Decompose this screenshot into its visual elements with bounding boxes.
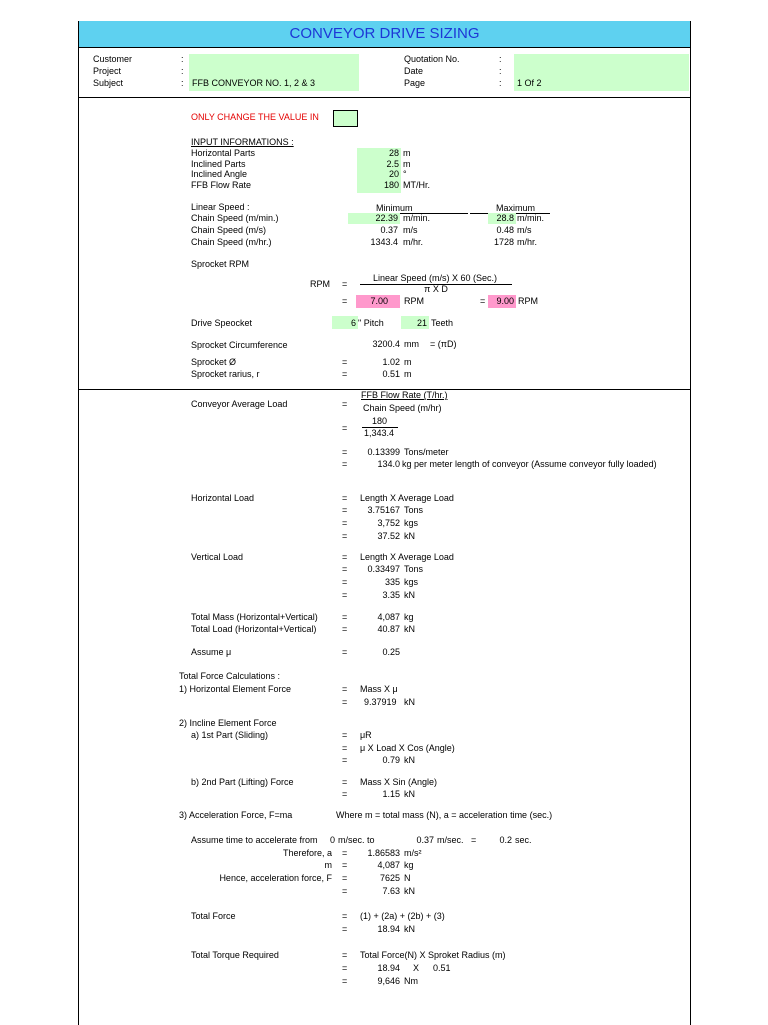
vertical-load-value: 0.33497 bbox=[367, 564, 400, 574]
times: X bbox=[413, 963, 420, 973]
m-value: 4,087 bbox=[377, 860, 400, 870]
horizontal-load-unit: Tons bbox=[404, 505, 424, 515]
total-torque-value: 9,646 bbox=[377, 976, 400, 986]
equals: = bbox=[342, 950, 348, 960]
horizontal-load-value: 3.75167 bbox=[367, 505, 400, 515]
f2a-formula: μ X Load X Cos (Angle) bbox=[360, 743, 455, 753]
avg-denominator-value: 1,343.4 bbox=[364, 428, 395, 438]
equals: = bbox=[342, 279, 348, 289]
avg-numerator-value: 180 bbox=[372, 416, 388, 426]
f2b-label: b) 2nd Part (Lifting) Force bbox=[191, 777, 294, 787]
speed-min-unit: m/s bbox=[403, 225, 418, 235]
input-label: FFB Flow Rate bbox=[191, 180, 252, 190]
speed-max-value: 0.48 bbox=[496, 225, 514, 235]
equals: = bbox=[342, 730, 348, 740]
total-load-value: 40.87 bbox=[377, 624, 400, 634]
drive-sprocket-label: Drive Speocket bbox=[191, 318, 253, 328]
speed-min-value[interactable]: 22.39 bbox=[375, 213, 398, 223]
acc-text: m/sec. to bbox=[338, 835, 375, 845]
total-torque-formula: Total Force(N) X Sproket Radius (m) bbox=[360, 950, 506, 960]
total-force-label: Total Force bbox=[191, 911, 236, 921]
subject-label: Subject bbox=[93, 78, 124, 88]
total-torque-label: Total Torque Required bbox=[191, 950, 279, 960]
equals: = bbox=[342, 963, 348, 973]
f1-formula: Mass X μ bbox=[360, 684, 398, 694]
circ-formula: = (πD) bbox=[430, 339, 457, 349]
equals: = bbox=[342, 624, 348, 634]
inputs-heading: INPUT INFORMATIONS : bbox=[191, 137, 294, 147]
force-heading: Total Force Calculations : bbox=[179, 671, 281, 681]
vertical-load-value: 335 bbox=[384, 577, 400, 587]
vertical-load-formula: Length X Average Load bbox=[360, 552, 454, 562]
input-unit: m bbox=[403, 159, 411, 169]
acc-text: m/sec. bbox=[437, 835, 464, 845]
speed-max-value[interactable]: 28.8 bbox=[496, 213, 514, 223]
avg-unit: kg per meter length of conveyor (Assume conveyor fully loaded) bbox=[402, 459, 657, 469]
teeth-value[interactable]: 21 bbox=[416, 318, 427, 328]
f1-value: 9.37919 bbox=[364, 697, 397, 707]
rpm-numerator: Linear Speed (m/s) X 60 (Sec.) bbox=[372, 273, 498, 283]
page-title: CONVEYOR DRIVE SIZING bbox=[79, 21, 690, 48]
radius-label: Sprocket rarius, r bbox=[191, 369, 260, 379]
rpm-heading: Sprocket RPM bbox=[191, 259, 250, 269]
customer-label: Customer bbox=[93, 54, 133, 64]
speed-min-unit: m/hr. bbox=[403, 237, 424, 247]
subject-value: FFB CONVEYOR NO. 1, 2 & 3 bbox=[192, 78, 316, 88]
torque-force: 18.94 bbox=[377, 963, 400, 973]
equals: = bbox=[342, 423, 348, 433]
radius-unit: m bbox=[404, 369, 412, 379]
equals: = bbox=[342, 518, 348, 528]
speed-max-value: 1728 bbox=[493, 237, 514, 247]
equals: = bbox=[342, 647, 348, 657]
legend-green-box bbox=[333, 110, 358, 127]
speed-heading: Linear Speed : bbox=[191, 202, 250, 212]
colon: : bbox=[181, 54, 184, 64]
mu-value: 0.25 bbox=[382, 647, 400, 657]
torque-radius: 0.51 bbox=[433, 963, 451, 973]
rpm-unit: RPM bbox=[404, 296, 424, 306]
vertical-load-label: Vertical Load bbox=[191, 552, 244, 562]
pitch-value[interactable]: 6 bbox=[350, 318, 356, 328]
horizontal-load-unit: kgs bbox=[404, 518, 419, 528]
rpm-max-value: 9.00 bbox=[496, 296, 514, 306]
equals: = bbox=[342, 612, 348, 622]
avg-value: 0.13399 bbox=[367, 447, 400, 457]
m-unit: kg bbox=[404, 860, 414, 870]
f2a-label: a) 1st Part (Sliding) bbox=[191, 730, 269, 740]
F-value: 7.63 bbox=[382, 886, 400, 896]
acc-from: 0 bbox=[330, 835, 336, 845]
equals: = bbox=[342, 873, 348, 883]
equals: = bbox=[342, 911, 348, 921]
teeth-unit: Teeth bbox=[431, 318, 454, 328]
F-unit: kN bbox=[404, 886, 415, 896]
equals: = bbox=[342, 399, 348, 409]
speed-max-unit: m/hr. bbox=[517, 237, 538, 247]
colon: : bbox=[181, 66, 184, 76]
input-value[interactable]: 28 bbox=[388, 148, 399, 158]
rpm-unit: RPM bbox=[518, 296, 538, 306]
speed-label: Chain Speed (m/min.) bbox=[191, 213, 279, 223]
a-label: Therefore, a bbox=[282, 848, 332, 858]
f2a-value: 0.79 bbox=[382, 755, 400, 765]
dia-label: Sprocket Ø bbox=[191, 357, 237, 367]
F-label: Hence, acceleration force, F bbox=[219, 873, 332, 883]
acc-time: 0.2 bbox=[499, 835, 512, 845]
equals: = bbox=[342, 590, 348, 600]
equals: = bbox=[342, 369, 348, 379]
equals: = bbox=[342, 577, 348, 587]
equals: = bbox=[342, 924, 348, 934]
f2b-value: 1.15 bbox=[382, 789, 400, 799]
rpm-denominator: π X D bbox=[424, 284, 448, 294]
total-mass-unit: kg bbox=[404, 612, 414, 622]
max-heading: Maximum bbox=[496, 203, 536, 213]
f3-note: Where m = total mass (N), a = acceleration time (sec.) bbox=[336, 810, 553, 820]
divider bbox=[79, 97, 690, 98]
speed-min-unit: m/min. bbox=[403, 213, 430, 223]
date-label: Date bbox=[404, 66, 424, 76]
equals: = bbox=[342, 789, 348, 799]
speed-label: Chain Speed (m/s) bbox=[191, 225, 267, 235]
colon: : bbox=[181, 78, 184, 88]
equals: = bbox=[342, 447, 348, 457]
avg-denominator: Chain Speed (m/hr) bbox=[363, 403, 442, 413]
a-value: 1.86583 bbox=[367, 848, 400, 858]
total-force-unit: kN bbox=[404, 924, 415, 934]
speed-max-unit: m/s bbox=[517, 225, 532, 235]
avg-value: 134.0 bbox=[377, 459, 400, 469]
equals: = bbox=[342, 564, 348, 574]
input-value[interactable]: 180 bbox=[383, 180, 399, 190]
speed-min-value: 0.37 bbox=[380, 225, 398, 235]
equals: = bbox=[342, 976, 348, 986]
circ-label: Sprocket Circumference bbox=[191, 340, 288, 350]
vertical-load-unit: Tons bbox=[404, 564, 424, 574]
colon: : bbox=[499, 54, 502, 64]
equals: = bbox=[342, 886, 348, 896]
dia-value: 1.02 bbox=[382, 357, 400, 367]
equals: = bbox=[342, 697, 348, 707]
f2a-unit: kN bbox=[404, 755, 415, 765]
mu-label: Assume μ bbox=[191, 647, 232, 657]
horizontal-load-value: 37.52 bbox=[377, 531, 400, 541]
equals: = bbox=[342, 755, 348, 765]
input-label: Horizontal Parts bbox=[191, 148, 256, 158]
equals: = bbox=[342, 552, 348, 562]
f1-unit: kN bbox=[404, 697, 415, 707]
avg-load-label: Conveyor Average Load bbox=[191, 399, 288, 409]
total-torque-unit: Nm bbox=[404, 976, 418, 986]
input-unit: ° bbox=[403, 169, 407, 179]
total-force-formula: (1) + (2a) + (2b) + (3) bbox=[360, 911, 445, 921]
m-label: m bbox=[324, 860, 332, 870]
input-label: Inclined Angle bbox=[191, 169, 248, 179]
horizontal-load-formula: Length X Average Load bbox=[360, 493, 454, 503]
min-heading: Minimum bbox=[376, 203, 413, 213]
speed-min-value: 1343.4 bbox=[370, 237, 398, 247]
input-value[interactable]: 2.5 bbox=[386, 159, 399, 169]
input-label: Inclined Parts bbox=[191, 159, 246, 169]
equals: = bbox=[342, 848, 348, 858]
input-unit: m bbox=[403, 148, 411, 158]
equals: = bbox=[480, 296, 486, 306]
input-unit: MT/Hr. bbox=[403, 180, 430, 190]
rpm-label: RPM bbox=[310, 279, 330, 289]
total-mass-label: Total Mass (Horizontal+Vertical) bbox=[191, 612, 318, 622]
horizontal-load-label: Horizontal Load bbox=[191, 493, 255, 503]
avg-unit: Tons/meter bbox=[404, 447, 449, 457]
rpm-min-value: 7.00 bbox=[370, 296, 388, 306]
page-label: Page bbox=[404, 78, 426, 88]
horizontal-load-value: 3,752 bbox=[377, 518, 400, 528]
avg-numerator: FFB Flow Rate (T/hr.) bbox=[361, 390, 448, 400]
equals: = bbox=[342, 505, 348, 515]
radius-value: 0.51 bbox=[382, 369, 400, 379]
acc-to: 0.37 bbox=[416, 835, 434, 845]
equals: = bbox=[342, 860, 348, 870]
input-value[interactable]: 20 bbox=[388, 169, 399, 179]
total-mass-value: 4,087 bbox=[377, 612, 400, 622]
acc-text: Assume time to accelerate from bbox=[191, 835, 318, 845]
colon: : bbox=[499, 78, 502, 88]
acc-text: sec. bbox=[515, 835, 532, 845]
equals: = bbox=[342, 459, 348, 469]
dia-unit: m bbox=[404, 357, 412, 367]
vertical-load-value: 3.35 bbox=[382, 590, 400, 600]
pitch-unit: " Pitch bbox=[358, 318, 384, 328]
F-value: 7625 bbox=[379, 873, 400, 883]
f3-label: 3) Acceleration Force, F=ma bbox=[179, 810, 293, 820]
circ-unit: mm bbox=[404, 339, 419, 349]
f2a-formula: μR bbox=[360, 730, 372, 740]
total-load-label: Total Load (Horizontal+Vertical) bbox=[191, 624, 317, 634]
page-value: 1 Of 2 bbox=[517, 78, 542, 88]
equals: = bbox=[342, 743, 348, 753]
colon: : bbox=[499, 66, 502, 76]
speed-label: Chain Speed (m/hr.) bbox=[191, 237, 272, 247]
f2b-unit: kN bbox=[404, 789, 415, 799]
project-label: Project bbox=[93, 66, 122, 76]
f2-label: 2) Incline Element Force bbox=[179, 718, 277, 728]
edit-note: ONLY CHANGE THE VALUE IN bbox=[191, 112, 319, 122]
vertical-load-unit: kN bbox=[404, 590, 415, 600]
equals: = bbox=[342, 777, 348, 787]
equals: = bbox=[342, 493, 348, 503]
a-unit: m/s² bbox=[404, 848, 422, 858]
F-unit: N bbox=[404, 873, 411, 883]
f1-label: 1) Horizontal Element Force bbox=[179, 684, 292, 694]
equals: = bbox=[342, 531, 348, 541]
total-force-value: 18.94 bbox=[377, 924, 400, 934]
total-load-unit: kN bbox=[404, 624, 415, 634]
circ-value: 3200.4 bbox=[372, 339, 400, 349]
equals: = bbox=[471, 835, 477, 845]
vertical-load-unit: kgs bbox=[404, 577, 419, 587]
equals: = bbox=[342, 357, 348, 367]
speed-max-unit: m/min. bbox=[517, 213, 544, 223]
f2b-formula: Mass X Sin (Angle) bbox=[360, 777, 438, 787]
quotation-label: Quotation No. bbox=[404, 54, 460, 64]
equals: = bbox=[342, 684, 348, 694]
horizontal-load-unit: kN bbox=[404, 531, 415, 541]
equals: = bbox=[342, 296, 348, 306]
